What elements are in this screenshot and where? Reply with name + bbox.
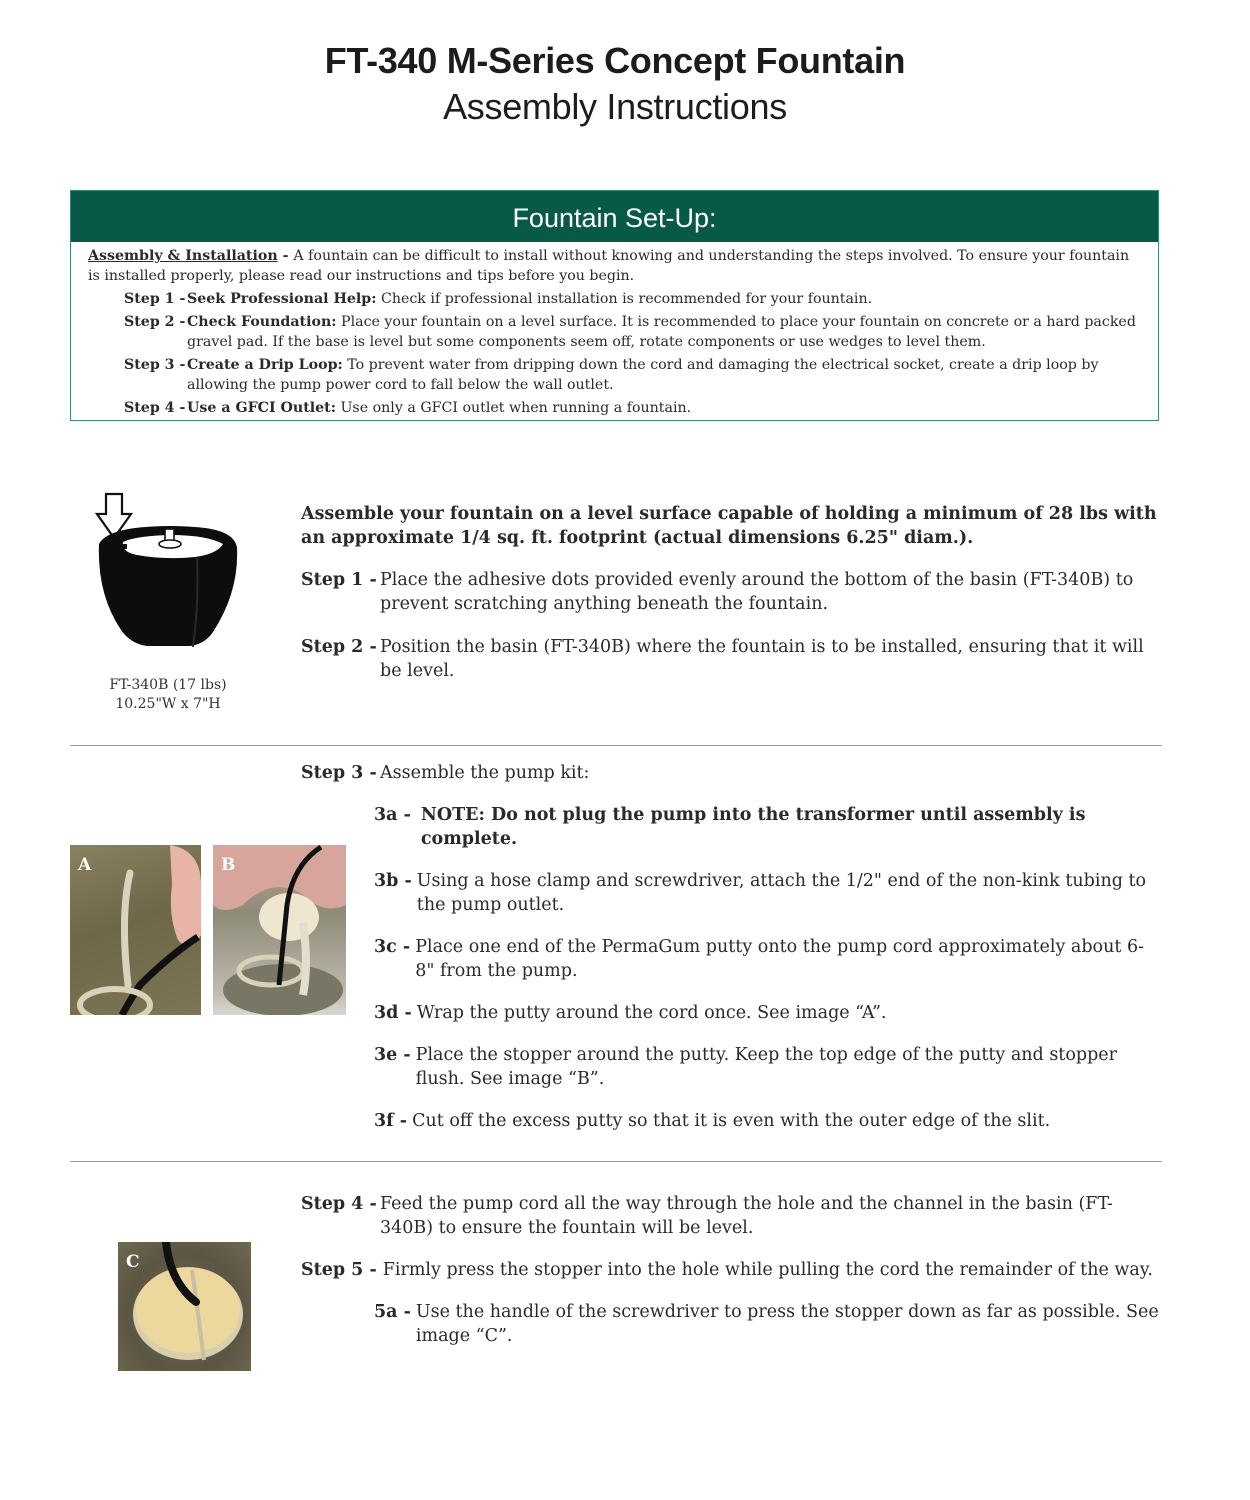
substep-label: 3d -: [374, 1003, 412, 1023]
step-item: [301, 568, 1161, 616]
setup-step-text: To prevent water from dripping down the cord and damaging the electrical socket, create a drip loop by allowing the pump power cord to fall below the wall outlet.: [187, 357, 1099, 393]
substep-item: [374, 935, 1161, 983]
step-item: [301, 635, 1161, 683]
section-cord-stopper: [301, 1192, 1161, 1348]
substep-label: 3f -: [374, 1111, 408, 1131]
section-basin-setup: [301, 502, 1161, 683]
setup-intro: [88, 246, 1144, 286]
step-text: Firmly press the stopper into the hole while pulling the cord the remainder of the way.: [382, 1260, 1153, 1280]
step-item: [301, 1258, 1161, 1282]
photo-c: [118, 1242, 251, 1371]
setup-step-title: Seek Professional Help:: [187, 291, 377, 307]
substep-item: [374, 869, 1161, 917]
photo-c-label: C: [126, 1252, 140, 1272]
document-title: FT-340 M-Series Concept Fountain: [324, 40, 906, 81]
setup-step-text: Use only a GFCI outlet when running a fountain.: [335, 400, 692, 416]
setup-step-label: Step 1 -: [124, 291, 186, 307]
step-label: Step 1 -: [301, 570, 377, 590]
setup-step-title: Use a GFCI Outlet:: [187, 400, 336, 416]
setup-step-title: Check Foundation:: [187, 314, 337, 330]
basin-model-weight: FT-340B (17 lbs): [109, 677, 227, 693]
intro-text: A fountain can be difficult to install without knowing and understanding the steps involved. To ensure your fountain is installed properly, please read our instructions and tips before you begin.: [88, 248, 1130, 284]
substep-text: Wrap the putty around the cord once. See image “A”.: [416, 1003, 887, 1023]
setup-heading: Fountain Set-Up:: [71, 191, 1158, 242]
substep-label: 3e -: [374, 1045, 411, 1065]
setup-step-label: Step 2 -: [124, 314, 186, 330]
section-divider: [70, 1161, 1162, 1162]
section-divider: [70, 745, 1162, 746]
substep-note: NOTE: Do not plug the pump into the transformer until assembly is complete.: [420, 805, 1086, 849]
setup-step-label: Step 3 -: [124, 357, 186, 373]
step-label: Step 2 -: [301, 637, 377, 657]
setup-step: [124, 355, 1144, 395]
substep-item: [374, 1043, 1161, 1091]
step-item: [301, 1192, 1161, 1240]
basin-dimensions: 10.25"W x 7"H: [115, 696, 221, 712]
step-label: Step 4 -: [301, 1194, 377, 1214]
setup-step-text: Check if professional installation is recommended for your fountain.: [376, 291, 873, 307]
substep-text: Place one end of the PermaGum putty onto the pump cord approximately about 6-8" from the pump.: [415, 937, 1144, 981]
substep-item: [374, 1109, 1161, 1133]
intro-separator: -: [277, 248, 294, 264]
fountain-basin-icon: [95, 492, 245, 652]
setup-step-text: Place your fountain on a level surface. It is recommended to place your fountain on concrete or a hard packed gravel pad. If the base is level but some components seem off, rotate components or use wedges to level them.: [187, 314, 1136, 350]
step-label: Step 3 -: [301, 763, 377, 783]
setup-step-title: Create a Drip Loop:: [187, 357, 343, 373]
substep-label: 5a -: [374, 1302, 411, 1322]
substep-text: Cut off the excess putty so that it is even with the outer edge of the slit.: [412, 1111, 1051, 1131]
setup-body: [71, 242, 1158, 418]
surface-requirement: Assemble your fountain on a level surface capable of holding a minimum of 28 lbs with an approximate 1/4 sq. ft. footprint (actual dimensions 6.25" diam.).: [301, 504, 1157, 548]
document-subtitle: Assembly Instructions: [443, 86, 787, 127]
substep-label: 3c -: [374, 937, 411, 957]
step-text: Assemble the pump kit:: [380, 763, 590, 783]
step-text: Position the basin (FT-340B) where the fountain is to be installed, ensuring that it will be level.: [380, 637, 1144, 681]
substep-label: 3b -: [374, 871, 412, 891]
photo-a: [70, 845, 201, 1015]
substep-text: Using a hose clamp and screwdriver, attach the 1/2" end of the non-kink tubing to the pump outlet.: [416, 871, 1147, 915]
substep-item: [374, 1300, 1161, 1348]
step-text: Place the adhesive dots provided evenly around the bottom of the basin (FT-340B) to prevent scratching anything beneath the fountain.: [380, 570, 1134, 614]
substep-item: [374, 1001, 1161, 1025]
step-item: [301, 761, 1161, 785]
basin-caption: [88, 676, 248, 714]
setup-step: [124, 398, 1144, 418]
setup-step: [124, 312, 1144, 352]
substep-text: Place the stopper around the putty. Keep the top edge of the putty and stopper flush. See image “B”.: [415, 1045, 1117, 1089]
photo-a-label: A: [78, 855, 92, 875]
setup-step-label: Step 4 -: [124, 400, 186, 416]
substep-text: Use the handle of the screwdriver to press the stopper down as far as possible. See image “C”.: [415, 1302, 1159, 1346]
intro-label: Assembly & Installation: [88, 248, 278, 264]
step-label: Step 5 -: [301, 1260, 377, 1280]
substep-label: 3a -: [374, 805, 411, 825]
substep-item: [374, 803, 1161, 851]
step-text: Feed the pump cord all the way through the hole and the channel in the basin (FT-340B) to ensure the fountain will be level.: [380, 1194, 1113, 1238]
section-pump-kit: [301, 761, 1161, 1133]
fountain-setup-panel: [70, 190, 1159, 421]
photo-b-label: B: [221, 855, 236, 875]
setup-step: [124, 289, 1144, 309]
